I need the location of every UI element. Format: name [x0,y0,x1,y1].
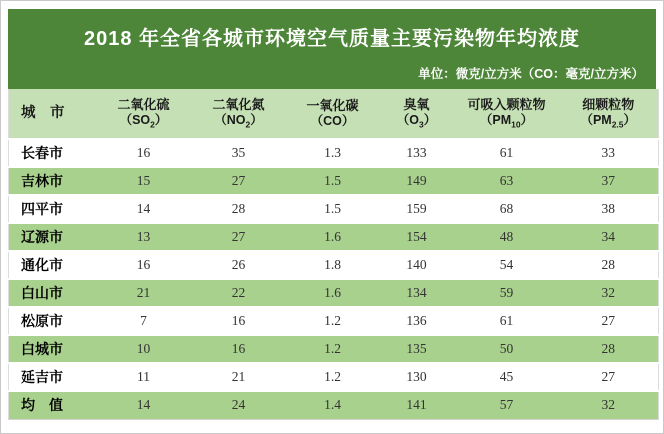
column-header-so2: 二氧化硫 $(SO_2)$ [97,89,191,139]
city-cell: 均 值 [21,397,63,414]
value-cell-so2: 13 [136,229,151,244]
value-cell-so2: 15 [136,173,151,188]
value-cell-pm10: 68 [499,201,514,216]
table-title: 2018 年全省各城市环境空气质量主要污染物年均浓度 [83,28,581,50]
value-cell-pm10: 59 [499,285,514,300]
value-cell-o3: 135 [406,341,427,356]
table-row-通化市 [9,251,659,279]
value-cell-pm10: 61 [499,313,514,328]
value-cell-co: 1.5 [324,173,341,188]
value-cell-co: 1.3 [324,145,341,160]
value-cell-so2: 14 [136,397,151,413]
value-cell-so2: 11 [137,369,150,384]
value-cell-o3: 154 [406,229,427,244]
city-cell: 白山市 [21,285,63,301]
value-cell-no2: 21 [231,369,246,384]
value-cell-so2: 16 [136,257,151,272]
value-cell-pm25: 33 [601,145,615,160]
value-cell-o3: 136 [406,313,427,328]
column-header-pm10: 可吸入颗粒物 $(PM_{10})$ [455,89,559,139]
table-header-row [9,89,659,139]
table-row-辽源市 [9,223,659,251]
table-row-吉林市 [9,167,659,195]
value-cell-pm10: 54 [499,257,514,272]
table-row-延吉市 [9,363,659,391]
table-row-长春市 [9,139,659,167]
table-row-白城市 [9,335,659,363]
value-cell-o3: 133 [406,145,427,160]
city-cell: 四平市 [21,201,63,217]
column-header-city: 城 市 [9,89,97,139]
value-cell-no2: 28 [231,201,246,216]
city-cell: 松原市 [21,313,63,329]
value-cell-pm25: 37 [601,173,615,188]
value-cell-co: 1.2 [324,341,341,356]
value-cell-co: 1.2 [324,313,341,328]
value-cell-no2: 24 [231,397,246,413]
value-cell-pm25: 28 [601,257,615,272]
value-cell-o3: 141 [406,397,427,413]
value-cell-pm25: 34 [601,229,615,244]
column-header-o3: 臭氧 $(O_3)$ [379,89,455,139]
value-cell-no2: 35 [231,145,246,160]
table-row-白山市 [9,279,659,307]
value-cell-so2: 21 [136,285,151,300]
table-row-四平市 [9,195,659,223]
value-cell-pm25: 27 [601,313,615,328]
value-cell-o3: 130 [406,369,427,384]
value-cell-so2: 10 [136,341,151,356]
value-cell-co: 1.8 [324,257,341,272]
value-cell-co: 1.6 [324,285,341,300]
city-cell: 长春市 [21,145,63,161]
value-cell-so2: 16 [136,145,151,160]
city-cell: 吉林市 [21,173,63,189]
value-cell-pm10: 57 [499,397,514,413]
value-cell-pm10: 45 [499,369,514,384]
value-cell-co: 1.2 [324,369,341,384]
city-cell: 白城市 [21,341,63,357]
value-cell-so2: 7 [140,313,147,328]
value-cell-pm10: 61 [499,145,514,160]
column-header-no2: 二氧化氮 $(NO_2)$ [191,89,287,139]
column-header-pm25: 细颗粒物 $(PM_{2.5})$ [559,89,659,139]
unit-note: 单位：微克/立方米（CO：毫克/立方米） [418,67,644,81]
value-cell-pm25: 27 [601,369,615,384]
value-cell-o3: 134 [406,285,427,300]
value-cell-co: 1.4 [324,397,341,413]
value-cell-pm10: 48 [499,229,514,244]
value-cell-co: 1.5 [324,201,341,216]
value-cell-so2: 14 [136,201,151,216]
value-cell-pm25: 32 [601,397,615,413]
value-cell-pm25: 32 [601,285,615,300]
city-cell: 延吉市 [21,369,63,385]
value-cell-no2: 16 [231,313,246,328]
table-row-松原市 [9,307,659,335]
value-cell-pm25: 38 [601,201,615,216]
value-cell-pm25: 28 [601,341,615,356]
title-band [8,9,656,89]
value-cell-co: 1.6 [324,229,341,244]
city-cell: 辽源市 [21,229,63,245]
table-row-均值 [9,391,659,419]
column-header-co: 一氧化碳 （CO） [287,89,379,139]
value-cell-o3: 159 [406,201,427,216]
value-cell-o3: 149 [406,173,427,188]
value-cell-no2: 26 [231,257,246,272]
value-cell-o3: 140 [406,257,427,272]
value-cell-no2: 22 [231,285,246,300]
value-cell-no2: 27 [231,229,246,244]
value-cell-pm10: 63 [499,173,514,188]
value-cell-no2: 27 [231,173,246,188]
air-quality-table [8,89,659,420]
city-cell: 通化市 [21,257,63,273]
value-cell-no2: 16 [231,341,246,356]
value-cell-pm10: 50 [499,341,514,356]
